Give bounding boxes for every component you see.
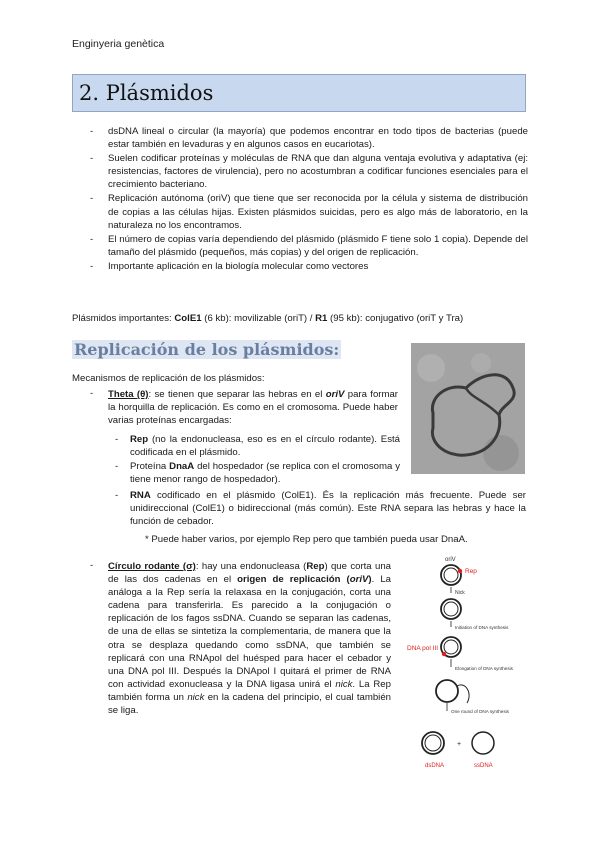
list-dash: - (115, 490, 119, 501)
rep-text: (no la endonucleasa, eso es en el círculo rodante). Está codificada en el plásmido. (130, 434, 400, 459)
theta-oriv: oriV (325, 389, 345, 400)
section-title: 2. Plásmidos (79, 81, 214, 105)
circle-t5: en la cadena del principio, el cual también se liga. (108, 691, 391, 717)
diagram-dsdna-label: dsDNA (425, 763, 445, 769)
rolling-circle-diagram (405, 553, 527, 778)
dnaa-a: Proteína (130, 461, 170, 472)
circle-origin-end: ) (368, 574, 372, 586)
important-plasmids (72, 313, 463, 324)
important-lead: Plásmidos importantes: (72, 313, 175, 324)
diagram-plus: + (457, 741, 462, 748)
circle-label: Círculo rodante (σ) (108, 561, 196, 572)
dnaa-name: DnaA (169, 461, 195, 472)
bullet-list (72, 125, 528, 274)
theta-micrograph-image (411, 343, 525, 474)
plasmid-circle-4 (436, 680, 458, 702)
document-header: Enginyeria genètica (72, 38, 165, 50)
circle-nick-2: nick (187, 691, 205, 703)
rna-name: RNA (130, 490, 151, 501)
plasmid-circle-3-inner (444, 640, 458, 654)
rep-name: Rep (130, 434, 149, 445)
bullet-item: - El número de copias varía dependiendo del plásmido (plásmido F tiene solo 1 copia). Depende del tamaño del plásmido (pequeños, más copias) y del origen de replicación. (72, 233, 528, 259)
circle-origin: origen de replicación ( (237, 574, 350, 586)
micrograph-drawing (411, 343, 525, 474)
mechanisms-intro: Mecanismos de replicación de los plásmidos: (72, 373, 265, 384)
list-dash: - (90, 560, 94, 571)
dsdna-circle-inner (425, 735, 441, 751)
theta-sub-rna (115, 489, 526, 528)
plasmid-circle-1-inner (444, 568, 458, 582)
bullet-item: - dsDNA lineal o circular (la mayoría) que podemos encontrar en todo tipos de bacterias (puede estar también en levaduras y en algunos casos en eucariotas). (72, 125, 528, 151)
theta-sub-rep (115, 433, 400, 459)
bullet-item: - Importante aplicación en la biología molecular como vectores (72, 260, 528, 273)
circle-oriv: oriV (349, 574, 369, 586)
plasmid-cole1: ColE1 (174, 313, 202, 324)
diagram-nick-label: Nick (455, 590, 465, 596)
theta-text-b: para formar la horquilla de replicación. Es como en el cromosoma. Puede haber varias proteínas encargadas: (108, 389, 398, 427)
plasmid-cole1-desc: (6 kb): movilizable (oriT) / (201, 313, 316, 324)
diagram-initiation-label: Initiation of DNA synthesis (455, 625, 509, 630)
diagram-oriv-label: oriV (445, 557, 456, 563)
displaced-strand (457, 685, 469, 703)
theta-note: * Puede haber varios, por ejemplo Rep pero que también pueda usar DnaA. (145, 534, 468, 545)
diagram-round-label: One round of DNA synthesis (451, 709, 509, 714)
list-dash: - (115, 434, 119, 445)
dnaa-b: del hospedador (se replica con el cromosoma y tiene menor rango de hospedador). (130, 461, 400, 486)
plasmid-r1: R1 (315, 313, 328, 324)
circle-t4: . La Rep también forma un (108, 678, 391, 703)
theta-label: Theta (θ) (108, 389, 149, 400)
section-title-box (72, 74, 526, 112)
diagram-ssdna-label: ssDNA (474, 763, 493, 769)
list-dash: - (90, 388, 94, 399)
plasmid-circle-2-inner (444, 602, 458, 616)
dnapol-dot (442, 652, 446, 656)
bullet-item: - Suelen codificar proteínas y moléculas de RNA que dan alguna ventaja evolutiva y adaptativa (ej: resistencias, factores de virulencia), pero no acostumbran a codificar funciones esenciales para el crecimiento bacteriano. (72, 152, 528, 191)
diagram-dnapol-label: DNA pol III (407, 645, 439, 652)
diagram-elongation-label: Elongation of DNA synthesis (455, 666, 513, 671)
circle-t1: : hay una endonucleasa ( (195, 561, 307, 572)
circle-t3: . La análoga a la Rep sería la relaxasa en la conjugación, corta una cadena para transferirla. Es parecido a la conjugación o replicación de los fagos ssDNA. Cuando se separan las cadenas, de una de ellas se sintetiza la complementaria, de manera que la otra se desplaza quedando como ssDNA, que también se replicará con una RNApol del huésped para hacer el cebador y una DNA pol III. Después la DNApol I quitará el primer de RNA con actividad exonucleasa y la DNA ligasa unirá el (108, 574, 391, 690)
ssdna-circle (472, 732, 494, 754)
theta-paragraph (108, 388, 398, 427)
diagram-rep-label: Rep (465, 568, 477, 575)
rna-text: codificado en el plásmido (ColE1). És la replicación más frecuente. Puede ser unidireccional (ColE1) o bidireccional (más común). Este RNA separa las hebras y hace la función de cebador. (130, 490, 526, 528)
rolling-circle-paragraph (108, 560, 391, 717)
circle-nick-1: nick (335, 678, 353, 690)
circle-t2: ) que corta una de las dos cadenas en el (108, 561, 391, 586)
bullet-item: - Replicación autónoma (oriV) que tiene que ser reconocida por la célula y sistema de distribución de copias a las células hijas. Existen plásmidos suicidas, pero es algo más de laboratorio, en la naturaleza no los encontramos. (72, 192, 528, 231)
plasmid-r1-desc: (95 kb): conjugativo (oriT y Tra) (327, 313, 464, 324)
circle-rep: Rep (306, 561, 325, 572)
rep-protein-dot (458, 569, 462, 573)
list-dash: - (115, 461, 119, 472)
theta-text-a: : se tienen que separar las hebras en el (148, 389, 326, 400)
subsection-title: Replicación de los plásmidos: (74, 340, 340, 359)
theta-sub-dnaa (115, 460, 400, 486)
